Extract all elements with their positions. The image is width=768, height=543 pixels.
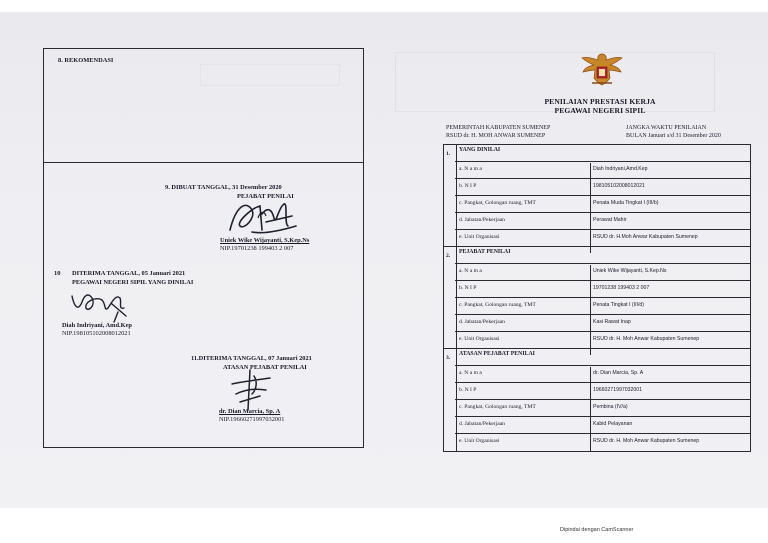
org-line-2: RSUD dr. H. MOH ANWAR SUMENEP bbox=[446, 133, 546, 139]
field-label: a. N a m a bbox=[459, 166, 482, 172]
row-divider bbox=[455, 331, 751, 332]
section-header-divider bbox=[455, 263, 751, 264]
s11-nip: NIP.19660271997032001 bbox=[219, 416, 285, 423]
field-label: b. N I P bbox=[459, 387, 477, 393]
field-value: 19660271997032001 bbox=[593, 387, 643, 393]
signature-atasan bbox=[226, 366, 276, 412]
field-value: 19701238 199403 2 007 bbox=[593, 285, 650, 291]
period-value: BULAN Januari s/d 31 Desember 2020 bbox=[626, 133, 721, 139]
field-value: Diah Indriyani,Amd.Kep bbox=[593, 166, 648, 172]
field-value: Penata Muda Tingkat I (III/b) bbox=[593, 200, 659, 206]
signature-panel bbox=[43, 48, 364, 448]
section-header-divider bbox=[455, 365, 751, 366]
field-value: Kabid Pelayanan bbox=[593, 421, 633, 427]
field-value: Penata Tingkat I (III/d) bbox=[593, 302, 645, 308]
row-divider bbox=[455, 314, 751, 315]
form-title-1: PENILAIAN PRESTASI KERJA bbox=[544, 97, 656, 106]
row-divider bbox=[455, 195, 751, 196]
field-label: b. N I P bbox=[459, 183, 477, 189]
section-divider bbox=[443, 246, 751, 247]
s9-role: PEJABAT PENILAI bbox=[237, 193, 294, 200]
s11-title: 11.DITERIMA TANGGAL, 07 Januari 2021 bbox=[191, 355, 312, 362]
field-value: RSUD dr. H. Moh Anwar Kabupaten Sumenep bbox=[593, 438, 700, 444]
garuda-emblem bbox=[580, 50, 624, 88]
field-label: e. Unit Organisasi bbox=[459, 336, 500, 342]
col-divider bbox=[590, 265, 591, 355]
row-divider bbox=[455, 382, 751, 383]
field-label: b. N I P bbox=[459, 285, 477, 291]
row-divider bbox=[455, 433, 751, 434]
row-divider bbox=[455, 178, 751, 179]
field-label: e. Unit Organisasi bbox=[459, 234, 500, 240]
s9-name: Uniek Wike Wijayanti, S.Kep.Ns bbox=[220, 237, 310, 244]
field-label: d. Jabatan/Pekerjaan bbox=[459, 319, 505, 325]
section-number: 2. bbox=[446, 253, 451, 259]
section-heading: YANG DINILAI bbox=[459, 147, 501, 153]
col-divider bbox=[590, 163, 591, 253]
field-label: a. N a m a bbox=[459, 370, 482, 376]
section-header-divider bbox=[455, 161, 751, 162]
org-line-1: PEMERINTAH KABUPATEN SUMENEP bbox=[446, 125, 551, 131]
s11-role: ATASAN PEJABAT PENILAI bbox=[223, 364, 307, 371]
signature-pejabat-penilai bbox=[222, 196, 302, 240]
s10-title: DITERIMA TANGGAL, 05 Januari 2021 bbox=[72, 270, 186, 277]
field-label: c. Pangkat, Golongan ruang, TMT bbox=[459, 404, 536, 410]
s9-title: 9. DIBUAT TANGGAL, 31 Desember 2020 bbox=[165, 184, 282, 191]
row-divider bbox=[455, 416, 751, 417]
s11-name: dr. Dian Marcia, Sp. A bbox=[219, 408, 281, 415]
s9-nip: NIP.19701238 199403 2 007 bbox=[220, 245, 294, 252]
field-value: RSUD dr. H.Moh Anwar Kabupaten Sumenep bbox=[593, 234, 698, 240]
field-label: c. Pangkat, Golongan ruang, TMT bbox=[459, 200, 536, 206]
form-title-2: PEGAWAI NEGERI SIPIL bbox=[554, 106, 646, 115]
field-value: Perawat Mahir bbox=[593, 217, 627, 223]
field-value: RSUD dr. H. Moh Anwar Kabupaten Sumenep bbox=[593, 336, 700, 342]
field-label: c. Pangkat, Golongan ruang, TMT bbox=[459, 302, 536, 308]
field-label: d. Jabatan/Pekerjaan bbox=[459, 421, 505, 427]
section-heading: PEJABAT PENILAI bbox=[459, 249, 511, 255]
col-divider bbox=[590, 367, 591, 451]
field-value: Pembina (IV/a) bbox=[593, 404, 628, 410]
section-number: 1. bbox=[446, 151, 451, 157]
field-value: Uniek Wike Wijayanti, S.Kep.Ns bbox=[593, 268, 667, 274]
field-value: 198105102008012021 bbox=[593, 183, 645, 189]
divider bbox=[44, 162, 363, 163]
rekomendasi-heading: 8. REKOMENDASI bbox=[58, 57, 114, 64]
s10-number: 10 bbox=[54, 270, 61, 277]
field-value: dr. Dian Marcia, Sp. A bbox=[593, 370, 644, 376]
s10-role: PEGAWAI NEGERI SIPIL YANG DINILAI bbox=[72, 279, 194, 286]
section-divider bbox=[443, 348, 751, 349]
col-divider bbox=[456, 145, 457, 451]
period-label: JANGKA WAKTU PENILAIAN bbox=[626, 125, 707, 131]
row-divider bbox=[455, 399, 751, 400]
field-value: Kasi Rawat Inap bbox=[593, 319, 631, 325]
section-number: 3. bbox=[446, 355, 451, 361]
field-label: e. Unit Organisasi bbox=[459, 438, 500, 444]
row-divider bbox=[455, 297, 751, 298]
scanner-footer: Dipindai dengan CamScanner bbox=[560, 527, 634, 533]
row-divider bbox=[455, 212, 751, 213]
signature-pegawai bbox=[68, 286, 138, 326]
row-divider bbox=[455, 229, 751, 230]
row-divider bbox=[455, 280, 751, 281]
field-label: d. Jabatan/Pekerjaan bbox=[459, 217, 505, 223]
s10-nip: NIP.198105102008012021 bbox=[62, 330, 131, 337]
section-heading: ATASAN PEJABAT PENILAI bbox=[459, 351, 535, 357]
s10-name: Diah Indriyani, Amd.Kep bbox=[62, 322, 132, 329]
field-label: a. N a m a bbox=[459, 268, 482, 274]
